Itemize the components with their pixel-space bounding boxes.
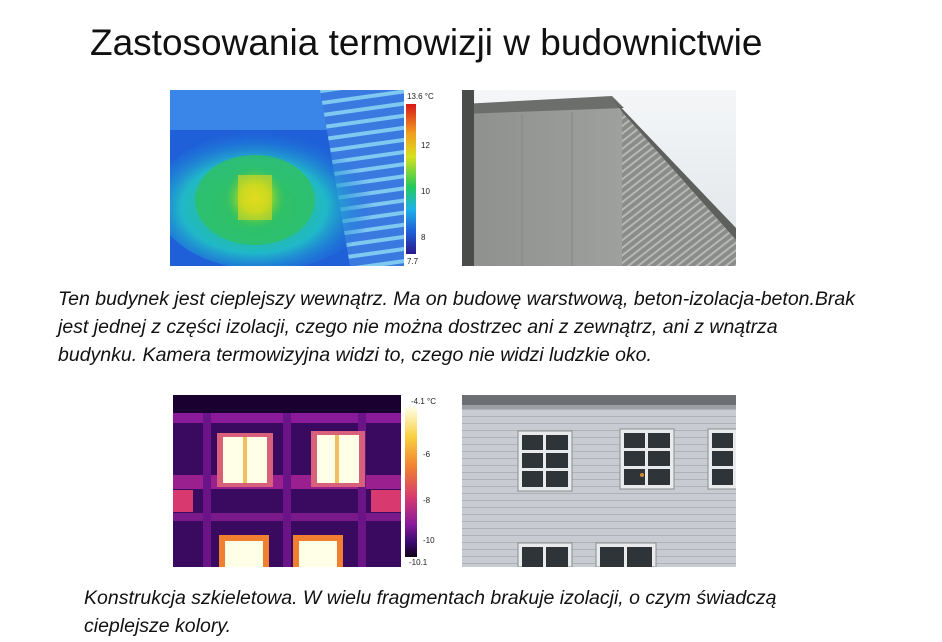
thermal-image-building-1 <box>170 90 452 266</box>
scale-label-min: 7.7 <box>407 257 419 266</box>
caption-example-1: Ten budynek jest cieplejszy wewnątrz. Ma on budowę warstwową, beton-izolacja-beton.Brak jest jednej z części izolacji, czego nie można dostrzec ani z zewnątrz, ani z wnątrza budynku. Kamera termowizyjna widzi to, czego nie widzi ludzkie oko. <box>58 288 856 366</box>
caption-example-2: Konstrukcja szkieletowa. W wielu fragmentach brakuje izolacji, o czym świadczą cieplejsze kolory. <box>84 587 777 637</box>
photo-building-2 <box>462 395 736 567</box>
scale-label: -8 <box>423 496 431 505</box>
scale-label: -10 <box>423 536 435 545</box>
slide-title: Zastosowania termowizji w budownictwie <box>90 22 763 63</box>
scale-label: 12 <box>421 141 430 150</box>
scale-label: 8 <box>421 233 426 242</box>
thermal-image-building-2 <box>173 395 451 567</box>
scale-label: -6 <box>423 450 431 459</box>
scale-label-max: -4.1 °C <box>411 397 436 406</box>
scale-label: 10 <box>421 187 430 196</box>
scale-label-max: 13.6 °C <box>407 92 434 101</box>
photo-building-1 <box>462 90 736 266</box>
scale-label-min: -10.1 <box>409 558 428 567</box>
